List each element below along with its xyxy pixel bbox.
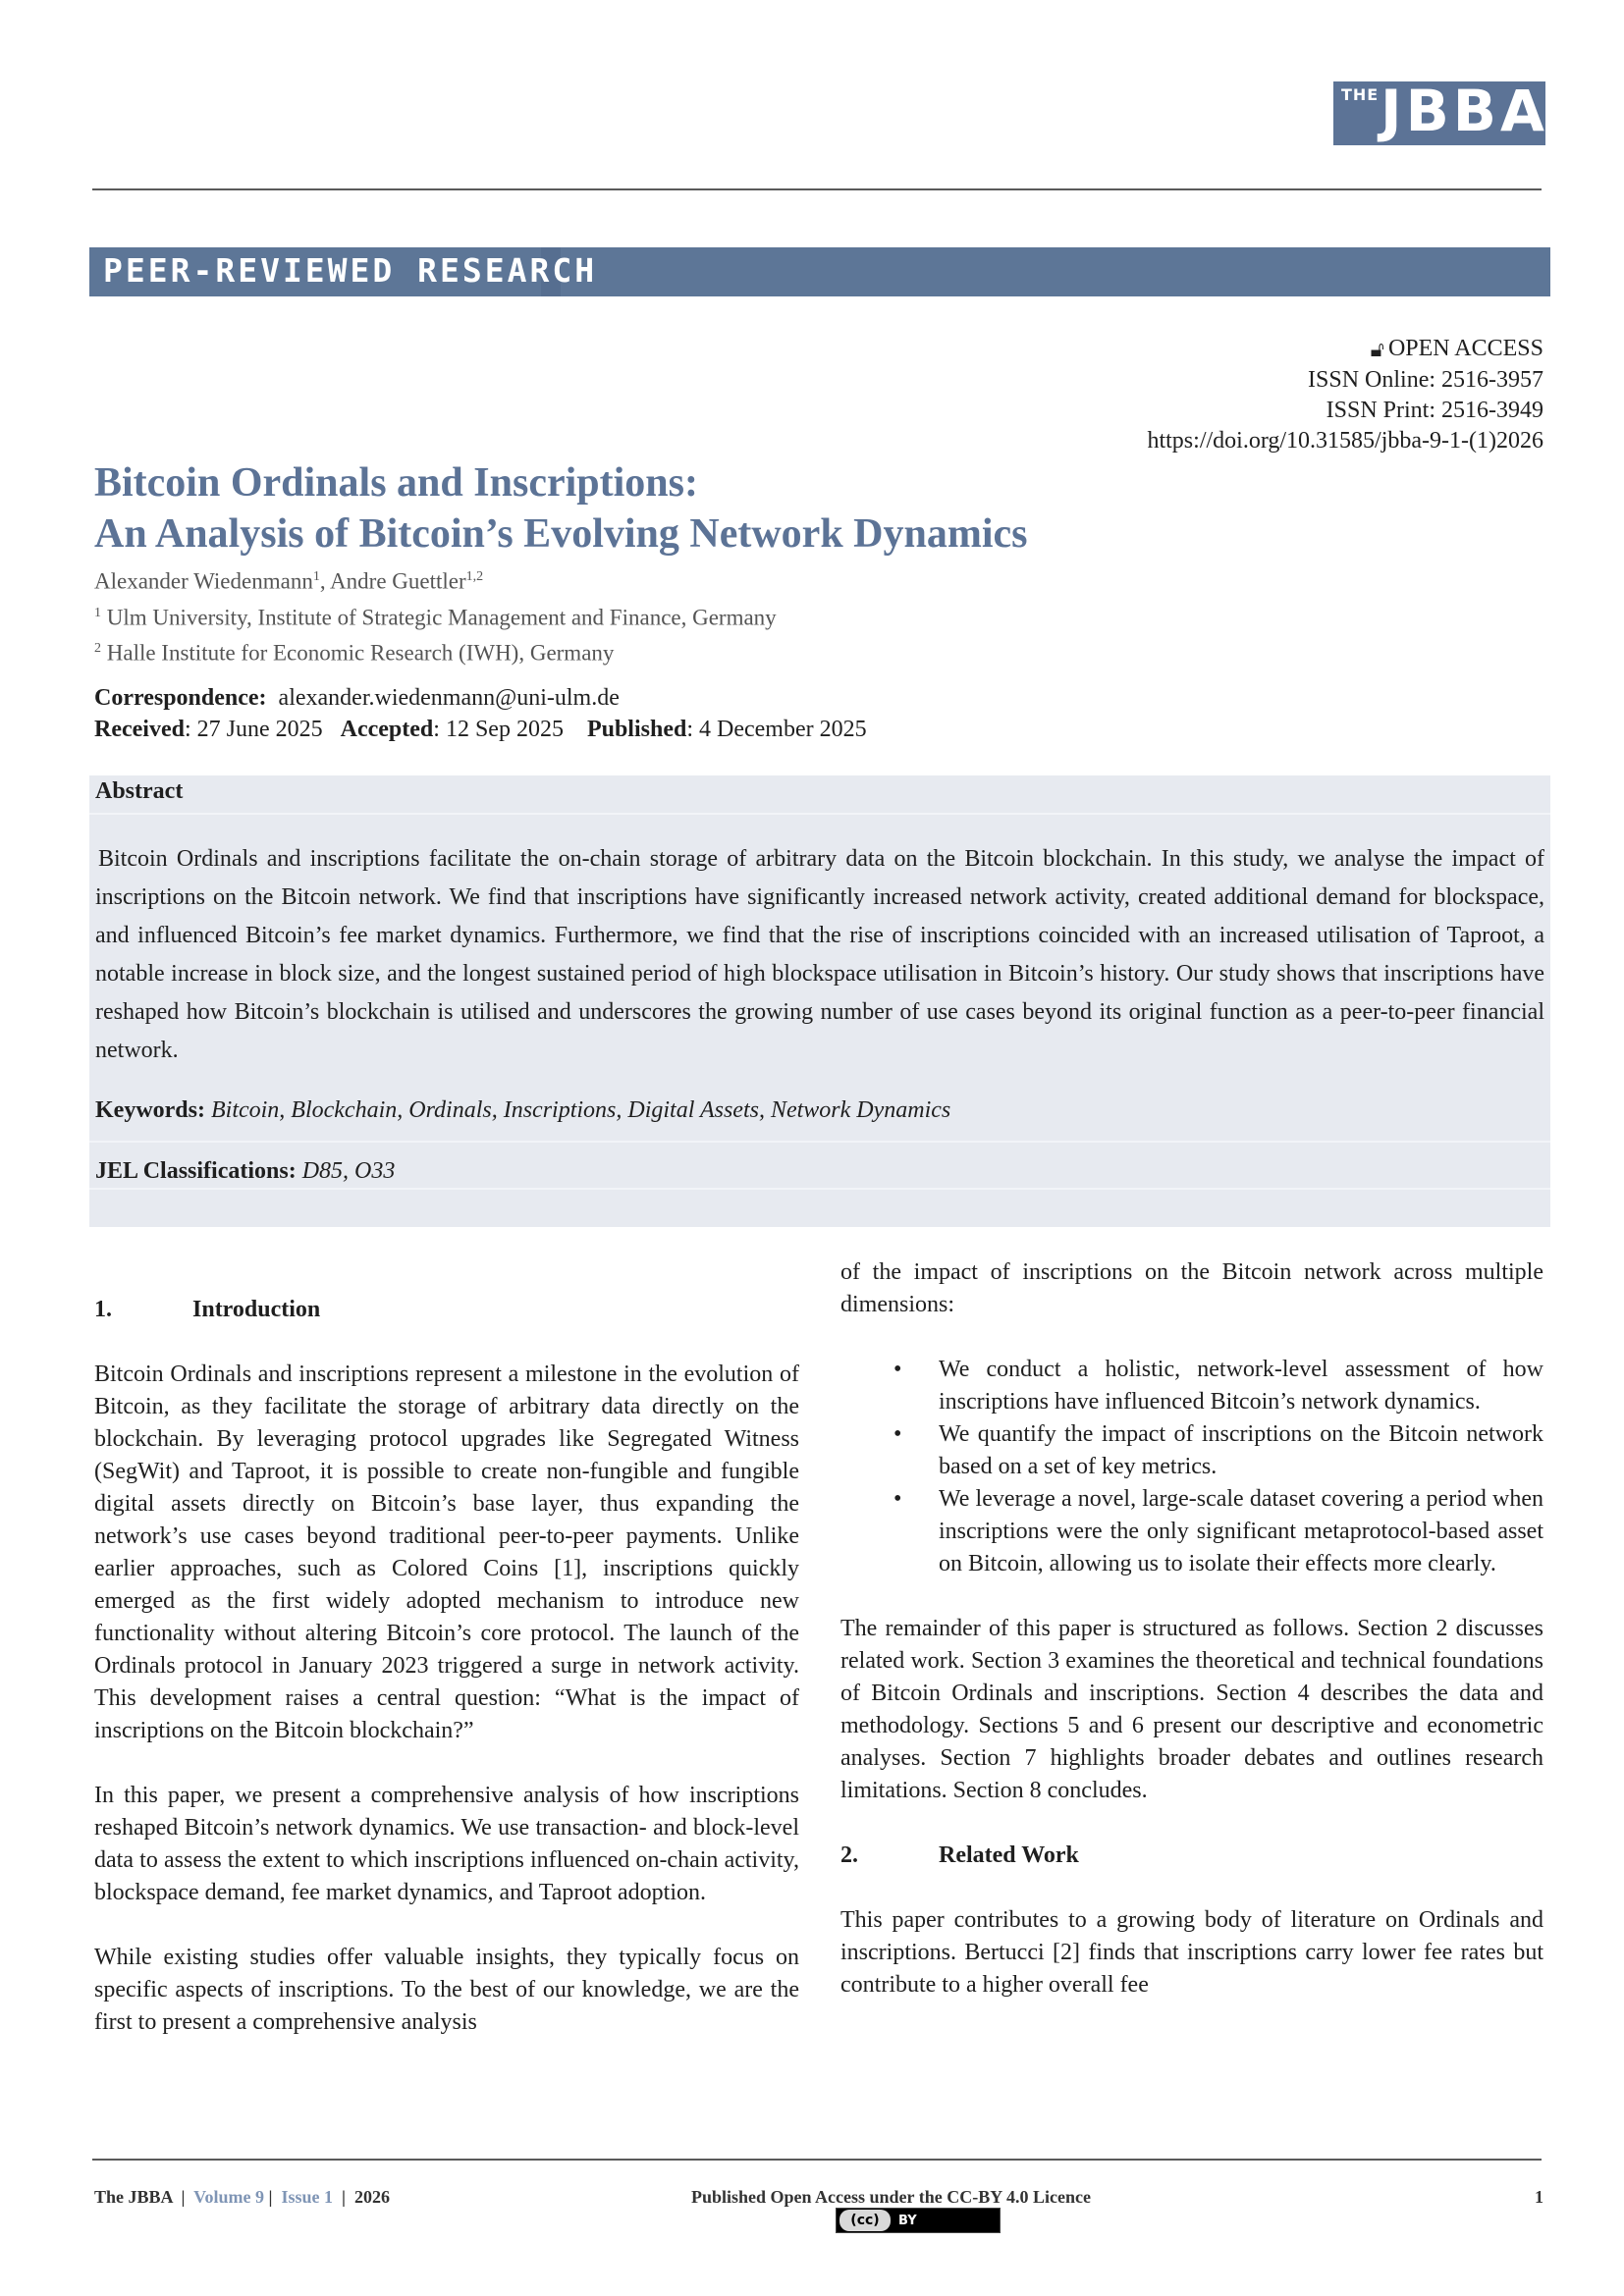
title-line-1: Bitcoin Ordinals and Inscriptions:: [94, 460, 698, 506]
affiliation-1: $^1$ Ulm University, Institute of Strategic Management and Finance, Germany: [94, 605, 777, 630]
list-item: • We quantify the impact of inscriptions on the Bitcoin network based on a set of key metrics.: [939, 1418, 1543, 1483]
section-1-heading: 1. Introduction: [94, 1297, 321, 1322]
doi-link[interactable]: https://doi.org/10.31585/jbba-9-1-(1)2026: [1147, 428, 1543, 454]
list-item: • We leverage a novel, large-scale dataset covering a period when inscriptions were the only significant metaprotocol-based asset on Bitcoin, allowing us to isolate their effects more clearly.: [939, 1483, 1543, 1580]
banner-label: PEER-REVIEWED RESEARCH: [103, 251, 598, 290]
footer-rule: [92, 2159, 1542, 2161]
author-separator: ,: [319, 568, 331, 594]
journal-logo: [1333, 78, 1548, 145]
header-rule: [92, 188, 1542, 190]
section-banner: [89, 247, 1550, 296]
abstract-text: Bitcoin Ordinals and inscriptions facilitate the on-chain storage of arbitrary data on the Bitcoin blockchain. In this study, we analyse the impact of inscriptions on the Bitcoin network. We find that inscriptions have significantly increased network activity, created additional demand for blockspace, and influenced Bitcoin’s fee market dynamics. Furthermore, we find that the rise of inscriptions coincided with an increased utilisation of Taproot, a notable increase in block size, and the longest sustained period of high blockspace utilisation in Bitcoin’s history. Our study shows that inscriptions have reshaped how Bitcoin’s blockchain is utilised and underscores the growing number of use cases beyond its original function as a peer-to-peer financial network.: [95, 846, 1544, 1063]
author-2: Andre Guettler: [330, 568, 466, 594]
body-left-column: [94, 1294, 799, 2039]
abstract-box: [89, 775, 1550, 1227]
paragraph: In this paper, we present a comprehensive analysis of how inscriptions reshaped Bitcoin’s network dynamics. We use transaction- and block-level data to assess the extent to which inscriptions influenced on-chain activity, blockspace demand, fee market dynamics, and Taproot adoption.: [94, 1783, 799, 1905]
issn-print: ISSN Print: 2516-3949: [1326, 398, 1543, 423]
logo-jbba-text: JBBA: [1380, 78, 1548, 144]
journal-info: The JBBA | Volume 9 | Issue 1 | 2026: [94, 2187, 390, 2207]
by-mark: BY: [898, 2213, 917, 2228]
article-meta: [1147, 334, 1543, 456]
author-2-affil: 1,2: [465, 569, 484, 584]
cc-mark: (cc): [839, 2210, 891, 2231]
open-lock-icon: 🔓︎: [1370, 337, 1384, 361]
contribution-list: [840, 1354, 1543, 1580]
paragraph: of the impact of inscriptions on the Bitcoin network across multiple dimensions:: [840, 1259, 1543, 1317]
dates-line: Received: 27 June 2025 Accepted: 12 Sep 2025 Published: 4 December 2025: [94, 717, 867, 742]
section-2-heading: 2. Related Work: [840, 1842, 1079, 1868]
author-block: [94, 561, 777, 669]
jel-classifications: JEL Classifications: D85, O33: [95, 1158, 396, 1184]
cc-by-badge-icon[interactable]: [836, 2208, 1001, 2233]
title-line-2: An Analysis of Bitcoin’s Evolving Network Dynamics: [94, 511, 1028, 557]
open-access-label: OPEN ACCESS: [1387, 336, 1543, 361]
page-number: 1: [1535, 2187, 1543, 2207]
list-item: • We conduct a holistic, network-level assessment of how inscriptions have influenced Bitcoin’s network dynamics.: [939, 1354, 1543, 1418]
paragraph: While existing studies offer valuable insights, they typically focus on specific aspects of inscriptions. To the best of our knowledge, we are the first to present a comprehensive analysis: [94, 1945, 799, 2035]
keywords: Keywords: Bitcoin, Blockchain, Ordinals, Inscriptions, Digital Assets, Network Dynamics: [95, 1097, 951, 1123]
keywords-divider: [89, 1141, 1550, 1143]
affiliation-2: $^2$ Halle Institute for Economic Research (IWH), Germany: [94, 640, 615, 666]
author-line: [94, 561, 777, 598]
paragraph: The remainder of this paper is structured as follows. Section 2 discusses related work. Section 3 examines the theoretical and technical foundations of Bitcoin Ordinals and inscriptions. Section 4 describes the data and methodology. Sections 5 and 6 present our descriptive and econometric analyses. Section 7 highlights broader debates and outlines research limitations. Section 8 concludes.: [840, 1616, 1543, 1803]
abstract-heading: Abstract: [95, 778, 184, 804]
open-access: [1371, 334, 1543, 364]
jel-divider: [89, 1188, 1550, 1190]
paragraph: Bitcoin Ordinals and inscriptions represent a milestone in the evolution of Bitcoin, as they facilitate the storage of arbitrary data directly on the blockchain. By leveraging protocol upgrades like Segregated Witness (SegWit) and Taproot, it is possible to create non-fungible and fungible digital assets directly on Bitcoin’s base layer, thus expanding the network’s use cases beyond traditional peer-to-peer payments. Unlike earlier approaches, such as Colored Coins [1], inscriptions quickly emerged as the first widely adopted mechanism to introduce new functionality without altering Bitcoin’s core protocol. The launch of the Ordinals protocol in January 2023 triggered a surge in network activity. This development raises a central question: “What is the impact of inscriptions on the Bitcoin blockchain?”: [94, 1362, 799, 1743]
paragraph: This paper contributes to a growing body of literature on Ordinals and inscriptions. Bertucci [2] finds that inscriptions carry lower fee rates but contribute to a higher overall fee: [840, 1907, 1543, 1998]
correspondence-line: Correspondence: alexander.wiedenmann@uni-ulm.de: [94, 685, 620, 711]
author-1: Alexander Wiedenmann: [94, 568, 313, 594]
body-right-column: [840, 1256, 1543, 2002]
logo-the-text: THE: [1341, 85, 1380, 104]
author-1-affil: 1: [312, 569, 320, 584]
issn-online: ISSN Online: 2516-3957: [1308, 367, 1543, 393]
paper-title: [94, 457, 1028, 560]
abstract-divider: [89, 813, 1550, 815]
licence-text: Published Open Access under the CC-BY 4.0 Licence: [691, 2187, 1092, 2207]
correspondence-block: [94, 682, 867, 745]
correspondence-email[interactable]: alexander.wiedenmann@uni-ulm.de: [266, 685, 620, 711]
